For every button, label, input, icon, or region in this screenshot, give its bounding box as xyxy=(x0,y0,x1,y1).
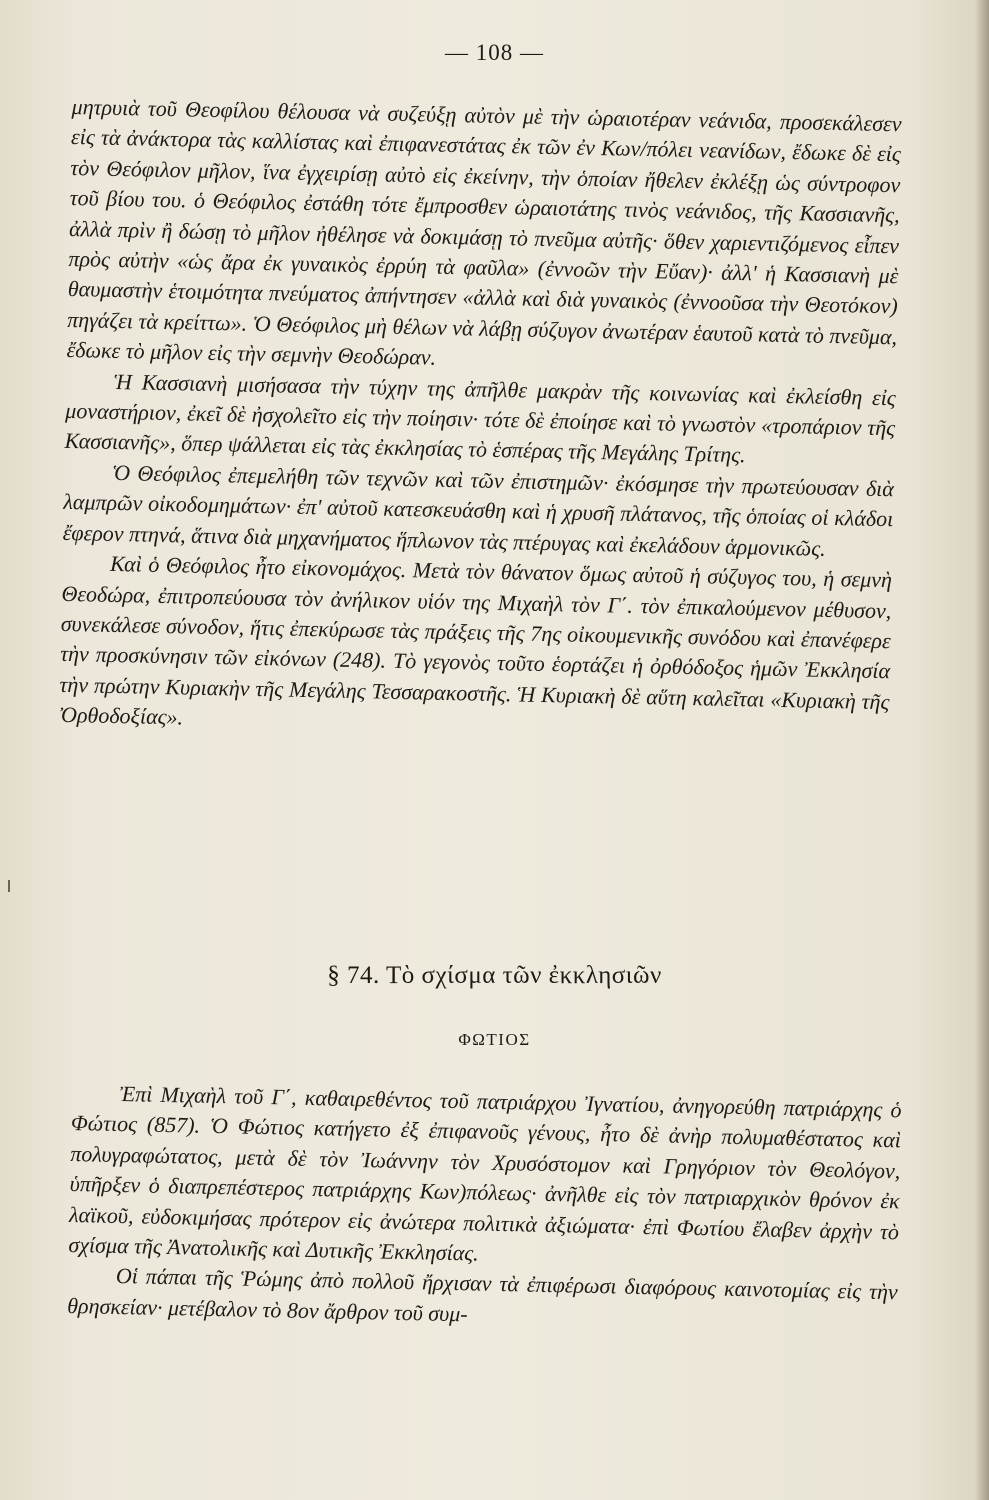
text-block-bottom xyxy=(67,1078,902,1339)
paragraph-theophilos-bride-show: μητρυιὰ τοῦ Θεοφίλου θέλουσα νὰ συζεύξῃ αὐτὸν μὲ τὴν ὡραιοτέραν νεάνιδα, προσεκάλεσεν εἰς τὰ ἀνάκτορα τὰς καλλίστας καὶ ἐπιφανεστάτας ἐκ τῶν ἐν Κων/πόλει νεανίδων, ἔδωκε δὲ εἰς τὸν Θεόφιλον μῆλον, ἵνα ἐγχειρίσῃ αὐτὸ εἰς ἐκείνην, τὴν ὁποίαν ἤθελεν ἐκλέξῃ ὡς σύντροφον τοῦ βίου του. ὁ Θεόφιλος ἐστάθη τότε ἔμπροσθεν ὡραιοτάτης τινὸς νεάνιδος, τῆς Κασσιανῆς, ἀλλὰ πρὶν ἢ δώσῃ τὸ μῆλον ἠθέλησε νὰ δοκιμάσῃ τὸ πνεῦμα αὐτῆς· ὅθεν χαριεντιζόμενος εἶπεν πρὸς αὐτὴν «ὡς ἄρα ἐκ γυναικὸς ἐρρύη τὰ φαῦλα» (ἐννοῶν τὴν Εὔαν)· ἀλλ' ἡ Κασσιανὴ μὲ θαυμαστὴν ἑτοιμότητα πνεύματος ἀπήντησεν «ἀλλὰ καὶ διὰ γυναικὸς (ἐννοοῦσα τὴν Θεοτόκον) πηγάζει τὰ κρείττω». Ὁ Θεόφιλος μὴ θέλων νὰ λάβῃ σύζυγον ἀνωτέραν ἑαυτοῦ κατὰ τὸ πνεῦμα, ἔδωκε τὸ μῆλον εἰς τὴν σεμνὴν Θεοδώραν. xyxy=(66,93,902,370)
paragraph-popes: Οἱ πάπαι τῆς Ῥώμης ἀπὸ πολλοῦ ἤρχισαν τὰ ἐπιφέρωσι διαφόρους καινοτομίας εἰς τὴν θρησκείαν· μετέβαλον τὸ 8ον ἄρθρον τοῦ συμ- xyxy=(66,1263,898,1327)
margin-mark xyxy=(8,880,10,892)
section-heading: § 74. Τὸ σχίσμα τῶν ἐκκλησιῶν xyxy=(327,962,662,989)
page-edge-shadow xyxy=(975,0,989,1500)
page-number: — 108 — xyxy=(445,40,544,65)
paragraph-photios: Ἐπὶ Μιχαὴλ τοῦ Γ΄, καθαιρεθέντος τοῦ πατριάρχου Ἰγνατίου, ἀνηγορεύθη πατριάρχης ὁ Φώτιος (857). Ὁ Φώτιος κατήγετο ἐξ ἐπιφανοῦς γένους, ἦτο δὲ ἀνὴρ πολυμαθέστατος καὶ πολυγραφώτατος, μετὰ δὲ τὸν Ἰωάννην τὸν Χρυσόστομον καὶ Γρηγόριον τὸν Θεολόγον, ὑπῆρξεν ὁ διαπρεπέστερος πατριάρχης Κων)πόλεως· ἀνῆλθε εἰς τὸν πατριαρχικὸν θρόνον ἐκ λαϊκοῦ, εὐδοκιμήσας πρότερον εἰς ἀνώτερα πολιτικὰ ἀξιώματα· ἐπὶ Φωτίου ἔλαβεν ἀρχὴν τὸ σχίσμα τῆς Ἀνατολικῆς καὶ Δυτικῆς Ἐκκλησίας. xyxy=(68,1081,902,1266)
subheading-photios: ΦΩΤΙΟΣ xyxy=(458,1030,531,1049)
paragraph-theophilos-arts: Ὁ Θεόφιλος ἐπεμελήθη τῶν τεχνῶν καὶ τῶν ἐπιστημῶν· ἐκόσμησε τὴν πρωτεύουσαν διὰ λαμπρῶν οἰκοδομημάτων· ἐπ' αὐτοῦ κατεσκευάσθη καὶ ἡ χρυσῆ πλάτανος, τῆς ὁποίας οἱ κλάδοι ἔφερον πτηνά, ἅτινα διὰ μηχανήματος ἥπλωνον τὰς πτέρυγας καὶ ἐκελάδουν ἁρμονικῶς. xyxy=(62,459,895,561)
paragraph-iconoclasm: Καὶ ὁ Θεόφιλος ἦτο εἰκονομάχος. Μετὰ τὸν θάνατον ὅμως αὐτοῦ ἡ σύζυγος του, ἡ σεμνὴ Θεοδώρα, ἐπιτροπεύουσα τὸν ἀνήλικον υἱόν της Μιχαὴλ τὸν Γ΄. τὸν ἐπικαλούμενον μέθυσον, συνεκάλεσε σύνοδον, ἥτις ἐπεκύρωσε τὰς πράξεις τῆς 7ης οἰκουμενικῆς συνόδου καὶ ἐπανέφερε τὴν προσκύνησιν τῶν εἰκόνων (248). Τὸ γεγονὸς τοῦτο ἑορτάζει ἡ ὀρθόδοξος ἡμῶν Ἐκκλησία τὴν πρώτην Κυριακὴν τῆς Μεγάλης Τεσσαρακοστῆς. Ἡ Κυριακὴ δὲ αὕτη καλεῖται «Κυριακὴ τῆς Ὀρθοδοξίας». xyxy=(58,550,893,730)
text-block-top xyxy=(59,92,902,748)
paragraph-kassiani: Ἡ Κασσιανὴ μισήσασα τὴν τύχην της ἀπῆλθε μακρὰν τῆς κοινωνίας καὶ ἐκλείσθη εἰς μοναστήριον, ἐκεῖ δὲ ἠσχολεῖτο εἰς τὴν ποίησιν· τότε δὲ ἐποίησε καὶ τὸ γνωστὸν «τροπάριον τῆς Κασσιανῆς», ὅπερ ψάλλεται εἰς τὰς ἐκκλησίας τὸ ἑσπέρας τῆς Μεγάλης Τρίτης. xyxy=(64,368,897,468)
